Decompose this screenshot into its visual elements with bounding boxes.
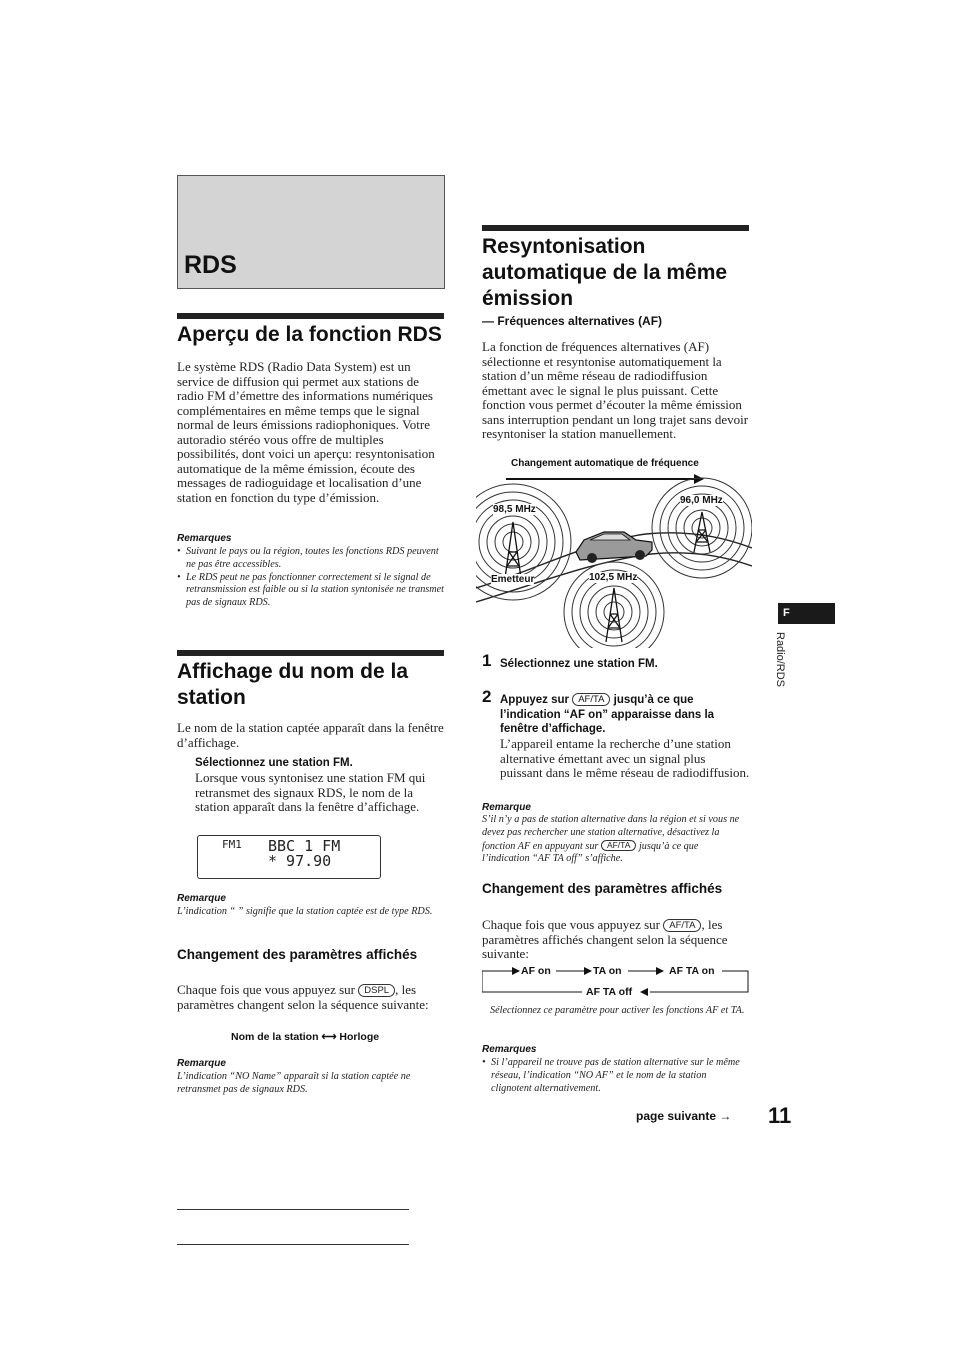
seq-af-on: AF on [521,965,551,977]
next-page-label: page suivante → [636,1109,732,1123]
heading-resyntonisation: Resyntonisation automatique de la même émission [482,235,728,310]
affichage-note2: L’indication “NO Name” apparaît si la station captée ne retransmet pas de signaux RDS. [177,1071,411,1095]
heading-affichage: Affichage du nom de la station [177,660,409,709]
chapter-label: Radio/RDS [774,632,786,688]
affichage-sub-heading: Changement des paramètres affichés [177,947,418,962]
heading-apercu: Aperçu de la fonction RDS [177,323,442,346]
af-notes [482,1057,744,1095]
affichage-sub-text: Chaque fois que vous appuyez sur DSPL , les paramètres changent selon la séquence suivante: [177,982,429,1012]
affichage-step-text: Lorsque vous syntonisez une station FM qui retransmet des signaux RDS, le nom de la station apparaît dans la fenêtre d’affichage. [195,770,426,814]
seq-af-ta-off: AF TA off [586,986,633,998]
step-2-title: Appuyez sur AF/TA jusqu’à ce que l’indication “AF on” apparaisse dans la fenêtre d’affichage. [500,694,715,735]
af-sub-text: Chaque fois que vous appuyez sur AF/TA , les paramètres affichés changent selon la séquence suivante: [482,917,728,961]
divider [177,1209,409,1210]
lcd-band: FM1 [222,838,242,851]
af-ta-key-icon: AF/TA [663,919,701,932]
affichage-note-heading: Remarque [177,893,226,904]
affichage-step-title: Sélectionnez une station FM. [195,757,353,769]
step-1-number: 1 [482,651,492,670]
step-2-number: 2 [482,687,492,706]
seq-ta-on: TA on [593,965,622,977]
language-tab: F [778,603,835,624]
af-ta-key-icon: AF/TA [572,693,610,706]
affichage-intro: Le nom de la station captée apparaît dans la fenêtre d’affichage. [177,720,444,750]
affichage-note: L’indication “ ” signifie que la station captée est de type RDS. [177,906,433,917]
lcd-display [197,835,381,879]
list-item: • Si l’appareil ne trouve pas de station alternative sur le même réseau, l’indication “NO AF” et le nom de la station clignotent alternativement. [491,1057,744,1095]
step-2-text: L’appareil entame la recherche d’une station alternative émettant avec un signal plus puissant dans le même réseau de radiodiffusion. [500,736,750,780]
freq-96-0-label: 96,0 MHz [680,495,723,506]
page-number: 11 [768,1103,792,1128]
heading-rule [177,650,444,656]
af-note-heading: Remarque [482,802,531,813]
af-sub-heading: Changement des paramètres affichés [482,881,723,896]
display-sequence: Nom de la station ⟷ Horloge [231,1031,380,1043]
divider [177,1244,409,1245]
car-icon [576,532,652,563]
apercu-body: Le système RDS (Radio Data System) est un service de diffusion qui permet aux stations de radio FM d’émettre des informations numériques complémentaires en même temps que le signal normal de leurs émissions radiophoniques. Votre autoradio stéréo vous offre de multiples possibilités, dont voici un aperçu: resyntonisation automatique de la même émission, écoute des messages de radioguidage et localisation d’une station en fonction du type d’émission. [177,359,435,505]
section-title: RDS [184,251,237,279]
lcd-station-name: BBC 1 FM [268,837,341,855]
af-body: La fonction de fréquences alternatives (AF) sélectionne et resyntonise automatiquement la station d’un même réseau de radiodiffusion émettant avec le signal le plus puissant. Cette fonction vous permet d’écouter la même émission sans interruption pendant un long trajet sans devoir resyntoniser la station manuellement. [482,339,749,441]
heading-rule [482,225,749,231]
dspl-key-icon: DSPL [358,984,395,997]
heading-rule [177,313,444,319]
apercu-notes-heading: Remarques [177,533,232,544]
section-title-box [177,175,445,289]
seq-note: Sélectionnez ce paramètre pour activer les fonctions AF et TA. [490,1005,745,1016]
af-subheading: — Fréquences alternatives (AF) [482,314,663,328]
af-ta-key-icon: AF/TA [601,840,636,851]
list-item: • Le RDS peut ne pas fonctionner correctement si le signal de retransmission est faible ou si la station syntonisée ne transmet pas de signaux RDS. [186,572,445,610]
list-item: • Suivant le pays ou la région, toutes les fonctions RDS peuvent ne pas être accessibles. [186,546,445,572]
affichage-note2-heading: Remarque [177,1058,226,1069]
diagram-caption: Changement automatique de fréquence [511,458,699,469]
seq-af-ta-on: AF TA on [669,965,715,977]
af-notes-heading: Remarques [482,1044,537,1055]
freq-98-5-label: 98,5 MHz [493,504,536,515]
af-note: S’il n’y a pas de station alternative dans la région et si vous ne devez pas rechercher une station alternative, désactivez la fonction AF en appuyant sur AF/TA jusqu’à ce que l’indication “AF TA off” s’affiche. [482,814,740,865]
lcd-frequency: * 97.90 [268,852,332,870]
double-arrow-icon: ⟷ [321,1031,337,1043]
emitter-label: Emetteur [491,574,535,585]
step-1-text: Sélectionnez une station FM. [500,658,658,670]
freq-102-5-label: 102,5 MHz [589,572,638,583]
apercu-notes [177,546,445,610]
